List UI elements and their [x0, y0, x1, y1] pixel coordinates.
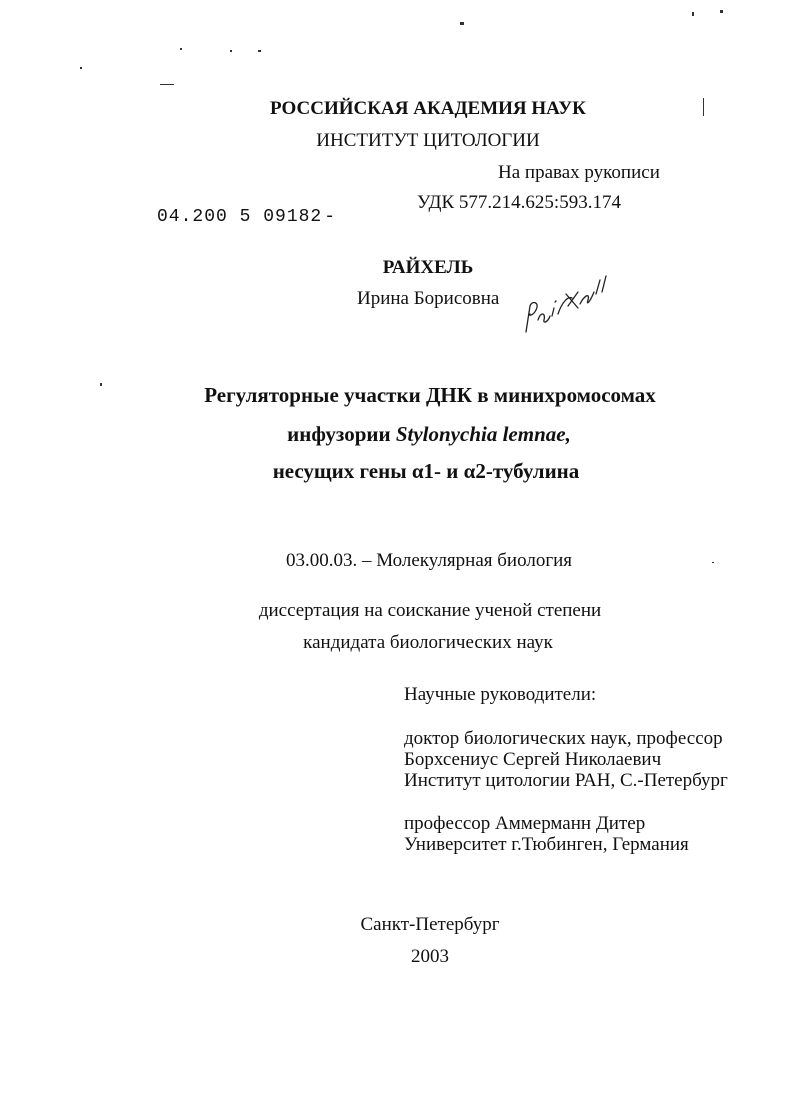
scan-speck [80, 67, 82, 69]
specialty: 03.00.03. – Молекулярная биология [285, 550, 573, 571]
year: 2003 [411, 946, 449, 967]
thesis-title-line-3: несущих гены α1- и α2-тубулина [272, 459, 580, 483]
city: Санкт-Петербург [360, 914, 500, 935]
author-surname: РАЙХЕЛЬ [382, 257, 474, 278]
udc-code: УДК 577.214.625:593.174 [417, 192, 621, 213]
degree-line-2: кандидата биологических наук [303, 632, 553, 653]
advisor-1-affiliation: Институт цитологии РАН, С.-Петербург [404, 770, 728, 791]
scan-speck [703, 98, 704, 116]
manuscript-note: На правах рукописи [498, 162, 660, 183]
author-given-names: Ирина Борисовна [357, 288, 500, 309]
advisors-heading: Научные руководители: [404, 684, 597, 705]
scan-speck [160, 84, 174, 85]
institute-name: ИНСТИТУТ ЦИТОЛОГИИ [316, 130, 540, 151]
scan-speck [692, 12, 694, 16]
species-name: Stylonychia lemnae, [395, 422, 571, 446]
scan-speck [100, 383, 102, 386]
degree-line-1: диссертация на соискание ученой степени [258, 600, 602, 621]
thesis-title-line-2: инфузории Stylonychia lemnae, [287, 422, 571, 446]
thesis-title-line-1: Регуляторные участки ДНК в минихромосомах [204, 383, 656, 407]
advisor-1-title: доктор биологических наук, профессор [404, 728, 723, 749]
scan-speck [180, 48, 182, 50]
handwritten-signature [520, 272, 610, 336]
scan-speck [230, 50, 232, 52]
advisor-1-name: Борхсениус Сергей Николаевич [404, 749, 662, 770]
scan-speck [258, 50, 261, 52]
advisor-2-name: профессор Аммерманн Дитер [404, 813, 646, 834]
scan-speck [460, 22, 464, 25]
scan-speck [720, 10, 723, 13]
academy-name: РОССИЙСКАЯ АКАДЕМИЯ НАУК [270, 98, 586, 119]
registration-number: 04.200 5 09182 - [157, 207, 337, 227]
advisor-2-affiliation: Университет г.Тюбинген, Германия [404, 834, 689, 855]
scan-speck [712, 562, 714, 563]
